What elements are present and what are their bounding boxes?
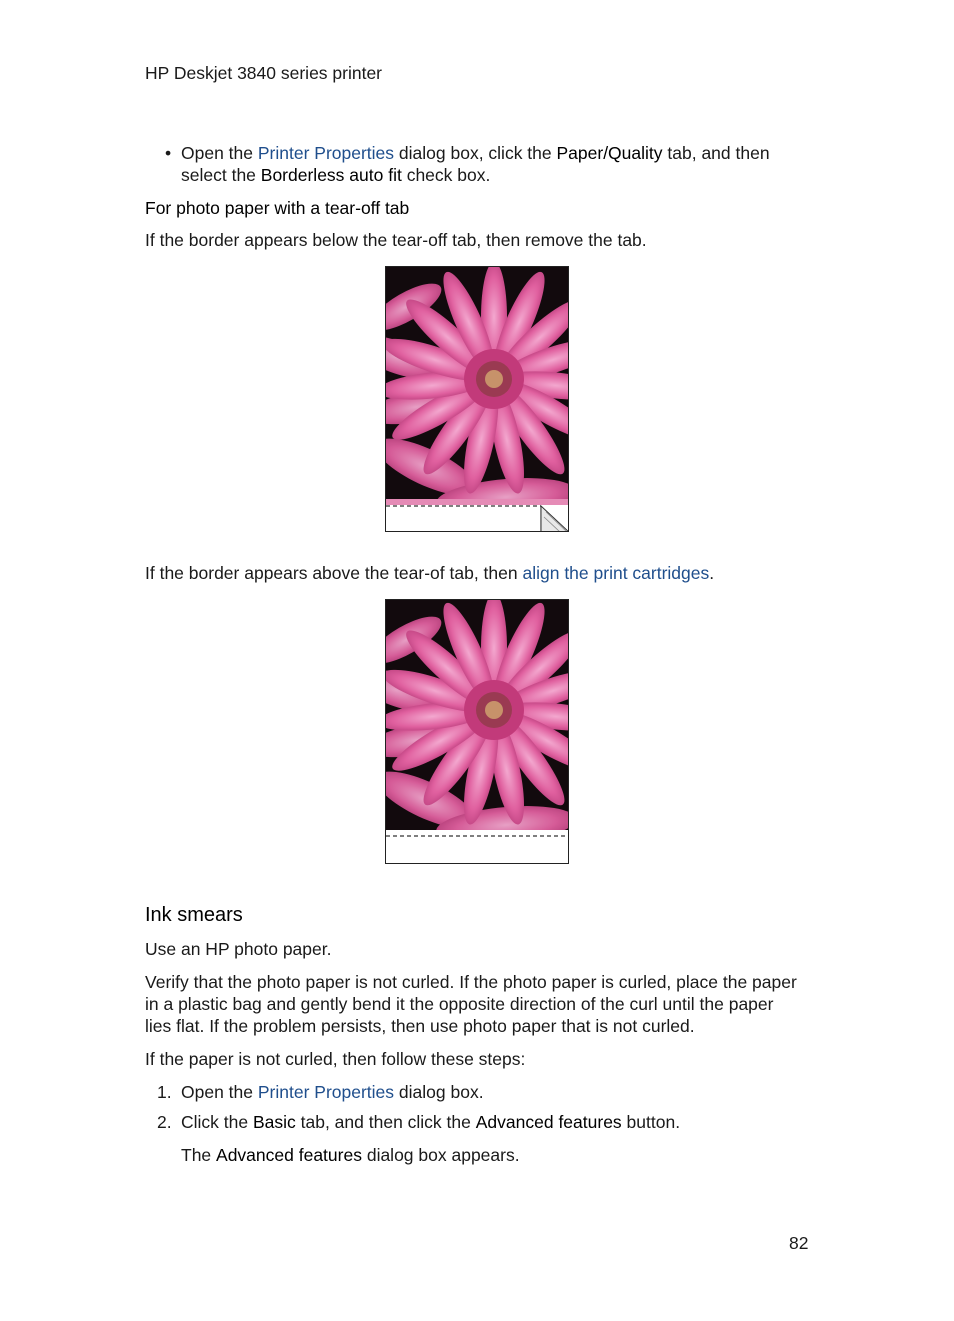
page-number: 82: [789, 1233, 809, 1253]
flower-illustration: [386, 600, 569, 864]
step-2-number: 2.: [157, 1112, 172, 1132]
step-2: [181, 1111, 680, 1133]
step-1: [181, 1081, 484, 1103]
paragraph-verify-line-3: lies flat. If the problem persists, then use photo paper that is not curled.: [145, 1016, 695, 1036]
text: The: [181, 1145, 217, 1165]
text: tab, and then click the: [295, 1112, 476, 1132]
paragraph-verify-line-2: in a plastic bag and gently bend it the opposite direction of the curl until the paper: [145, 994, 774, 1014]
paragraph-use-hp-paper: Use an HP photo paper.: [145, 939, 332, 959]
paragraph-border-below: If the border appears below the tear-off tab, then remove the tab.: [145, 230, 647, 250]
bullet-line-1: [181, 142, 770, 164]
bullet-line-2: [181, 164, 490, 186]
text: Open the: [181, 143, 258, 163]
section-heading-ink-smears: Ink smears: [145, 904, 243, 926]
text: tab, and then: [662, 143, 770, 163]
text: dialog box.: [394, 1082, 484, 1102]
flower-photo-tear-tab-above: [385, 599, 569, 864]
running-header: HP Deskjet 3840 series printer: [145, 63, 383, 83]
paragraph-border-above: [145, 562, 714, 584]
text: .: [709, 563, 715, 583]
text: select the: [181, 165, 261, 185]
printer-properties-link[interactable]: Printer Properties: [257, 1082, 395, 1102]
text: dialog box appears.: [361, 1145, 520, 1165]
step-1-number: 1.: [157, 1082, 172, 1102]
subheading-tear-off: For photo paper with a tear-off tab: [145, 198, 410, 218]
bold-term: Advanced features: [216, 1145, 362, 1165]
text: check box.: [401, 165, 491, 185]
printer-properties-link[interactable]: Printer Properties: [257, 143, 395, 163]
text: Click the: [181, 1112, 253, 1132]
step-2-result: [181, 1144, 520, 1166]
text: If the border appears above the tear-of tab, then: [145, 563, 523, 583]
bold-term: Paper/Quality: [556, 143, 663, 163]
bold-term: Borderless auto fit: [260, 165, 402, 185]
flower-illustration: [386, 267, 569, 532]
text: Open the: [181, 1082, 258, 1102]
bold-term: Advanced features: [475, 1112, 622, 1132]
paragraph-verify-line-1: Verify that the photo paper is not curled. If the photo paper is curled, place the paper: [145, 972, 797, 992]
bullet-dot: •: [165, 143, 172, 163]
text: dialog box, click the: [394, 143, 557, 163]
text: button.: [621, 1112, 681, 1132]
bold-term: Basic: [252, 1112, 296, 1132]
paragraph-follow-steps: If the paper is not curled, then follow these steps:: [145, 1049, 526, 1069]
flower-photo-tear-tab-below: [385, 266, 569, 532]
align-cartridges-link[interactable]: align the print cartridges: [522, 563, 710, 583]
